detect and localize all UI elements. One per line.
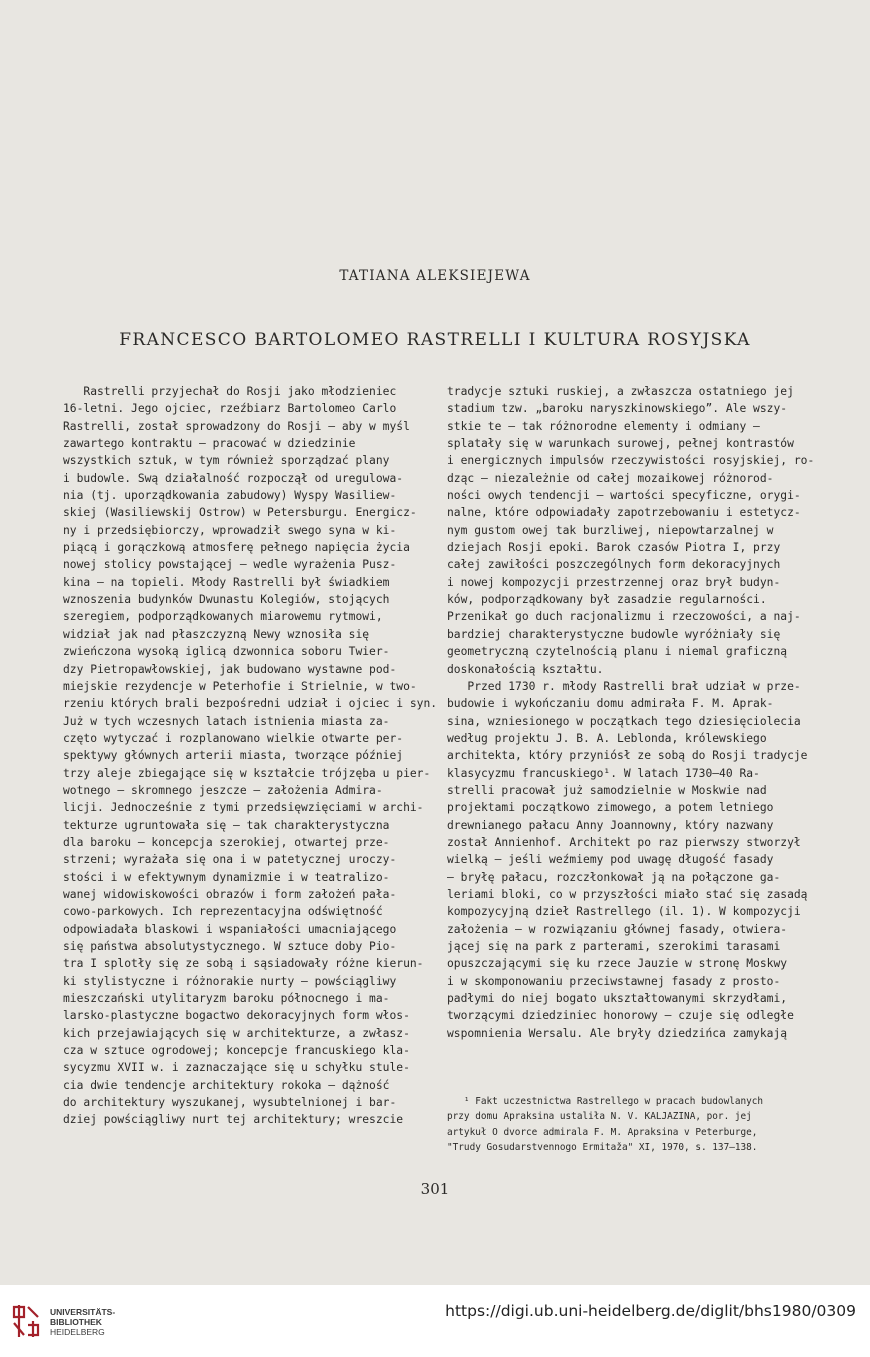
text-line: szeregiem, podporządkowanych miarowemu rytmowi,: [63, 610, 383, 624]
text-line: drewnianego pałacu Anny Joannowny, który nazwany: [447, 818, 774, 832]
text-line: widział jak nad płaszczyzną Newy wznosiła się: [63, 627, 370, 641]
text-line: miejskie rezydencje w Peterhofie i Strielnie, w two-: [63, 679, 417, 693]
text-line: wielką — jeśli weźmiemy pod uwagę długość fasady: [447, 853, 774, 867]
text-line: i nowej kompozycji przestrzennej oraz brył budyn-: [447, 575, 781, 589]
text-line: architekta, który przyniósł ze sobą do Rosji tradycje: [447, 749, 808, 763]
text-line: się państwa absolutystycznego. W sztuce doby Pio-: [63, 940, 397, 953]
text-line: Rastrelli przyjechał do Rosji jako młodzieniec: [63, 385, 397, 398]
text-line: spektywy głównych arterii miasta, tworzące później: [63, 749, 404, 763]
text-line: według projektu J. B. A. Leblonda, królewskiego: [447, 731, 767, 745]
text-line: nowej stolicy powstającej — wedle wyrażenia Pusz-: [63, 558, 397, 572]
page-number: 301: [420, 1180, 450, 1198]
footnote-line: artykuł O dvorce admirala F. M. Apraksina v Peterburge,: [447, 1126, 758, 1138]
article-title: FRANCESCO BARTOLOMEO RASTRELLI I KULTURA ROSYJSKA: [119, 330, 751, 350]
text-line: Przenikał go duch racjonalizmu i rzeczowości, a naj-: [447, 610, 801, 624]
text-line: geometryczną czytelnością planu i niemal graficzną: [447, 645, 788, 659]
text-line: dząc — niezależnie od całej mozaikowej różnorod-: [447, 471, 774, 485]
article-author: TATIANA ALEKSIEJEWA: [339, 268, 531, 284]
text-line: tra I splotły się ze sobą i sąsiadowały różne kierun-: [63, 957, 424, 971]
text-line: tworzącymi dziedziniec honorowy — czuje się odległe: [447, 1009, 794, 1023]
text-line: został Annienhof. Architekt po raz pierwszy stworzył: [447, 835, 801, 849]
text-line: kina — na topieli. Młody Rastrelli był świadkiem: [63, 575, 390, 589]
text-line: strzeni; wyrażała się ona i w patetycznej uroczy-: [63, 853, 397, 867]
text-line: mieszczański utylitaryzm baroku północnego i ma-: [63, 992, 390, 1006]
text-line: piącą i gorączkową atmosferę pełnego napięcia życia: [63, 541, 410, 555]
text-line: kompozycyjną dzieł Rastrellego (il. 1). W kompozycji: [447, 905, 801, 919]
text-line: założenia — w rozwiązaniu głównej fasady, otwiera-: [447, 922, 788, 936]
text-line: stości i w efektywnym dynamizmie i w teatralizo-: [63, 870, 390, 884]
text-line: ny i przedsiębiorczy, wprowadził swego syna w ki-: [63, 523, 397, 537]
text-line: stadium tzw. „baroku naryszkinowskiego”. Ale wszy-: [447, 402, 788, 416]
text-line: strelli pracował już samodzielnie w Moskwie nad: [447, 783, 767, 797]
text-line: całej zawiłości poszczególnych form dekoracyjnych: [447, 558, 781, 572]
text-line: nym gustom owej tak burzliwej, niepowtarzalnej w: [447, 523, 774, 537]
text-line: dzy Pietropawłowskiej, jak budowano wystawne pod-: [63, 662, 397, 676]
text-line: zawartego kontraktu — pracować w dziedzinie: [63, 437, 356, 451]
text-line: wszystkich sztuk, w tym również sporządzać plany: [63, 454, 390, 468]
library-name: [50, 1307, 115, 1337]
library-name-line2: BIBLIOTHEK: [50, 1317, 102, 1327]
text-line: ki stylistyczne i różnorakie nurty — powściągliwy: [63, 974, 397, 988]
text-line: splatały się w warunkach surowej, pełnej kontrastów: [447, 437, 794, 451]
footnote-line: ¹ Fakt uczestnictwa Rastrellego w pracach budowlanych: [447, 1096, 764, 1107]
text-line: cia dwie tendencje architektury rokoka — dążność: [63, 1078, 390, 1092]
text-line: wotnego — skromnego jeszcze — założenia Admira-: [63, 783, 383, 797]
text-line: doskonałością kształtu.: [447, 662, 604, 676]
text-line: dziejach Rosji epoki. Barok czasów Piotra I, przy: [447, 541, 781, 555]
text-line: nia (tj. uporządkowania zabudowy) Wyspy Wasiliew-: [63, 489, 397, 503]
text-line: i w skomponowaniu przeciwstawnej fasady z prosto-: [447, 974, 781, 988]
text-line: larsko-plastyczne bogactwo dekoracyjnych form włos-: [63, 1009, 410, 1023]
text-line: — bryłę pałacu, rozczłonkował ją na połączone ga-: [447, 870, 781, 884]
library-logo-icon: [10, 1303, 42, 1339]
text-line: sina, wzniesionego w początkach tego dziesięciolecia: [447, 714, 801, 728]
text-line: do architektury wyszukanej, wysubtelnionej i bar-: [63, 1096, 397, 1110]
text-line: jącej się na park z parterami, szerokimi tarasami: [447, 940, 781, 953]
text-line: projektami początkowo zimowego, a potem letniego: [447, 801, 774, 815]
text-line: cowo-parkowych. Ich reprezentacyjna odświętność: [63, 905, 383, 919]
text-line: Przed 1730 r. młody Rastrelli brał udział w prze-: [447, 679, 801, 693]
text-line: budowie i wykończaniu domu admirała F. M. Aprak-: [447, 697, 774, 711]
text-line: kich przejawiających się w architekturze, a zwłasz-: [63, 1026, 410, 1040]
footnote-line: przy domu Apraksina ustaliła N. V. KALJAZINA, por. jej: [447, 1111, 752, 1123]
text-line: Już w tych wczesnych latach istnienia miasta za-: [63, 714, 390, 728]
text-line: rzeniu których brali bezpośredni udział i ojciec i syn.: [63, 697, 438, 711]
text-line: leriami bloki, co w przyszłości miało stać się zasadą: [447, 887, 808, 901]
text-line: opuszczającymi się ku rzece Jauzie w stronę Moskwy: [447, 957, 788, 971]
text-line: i energicznych impulsów rzeczywistości rosyjskiej, ro-: [447, 454, 815, 468]
text-line: częto wytyczać i rozplanowano wielkie otwarte per-: [63, 731, 404, 745]
library-name-line1: UNIVERSITÄTS-: [50, 1307, 116, 1317]
left-column: [63, 383, 438, 1129]
text-line: odpowiadała blaskowi i wspaniałości umacniającego: [63, 922, 397, 936]
text-line: licji. Jednocześnie z tymi przedsięwzięciami w archi-: [63, 801, 424, 815]
text-line: wspomnienia Wersalu. Ale bryły dziedzińca zamykają: [447, 1026, 788, 1040]
text-line: i budowle. Swą działalność rozpoczął od uregulowa-: [63, 471, 404, 485]
text-line: ności owych tendencji — wartości specyficzne, orygi-: [447, 489, 801, 503]
library-name-line3: HEIDELBERG: [50, 1327, 105, 1337]
text-line: 16-letni. Jego ojciec, rzeźbiarz Bartolomeo Carlo: [63, 402, 397, 416]
text-line: cza w sztuce ogrodowej; koncepcje francuskiego kla-: [63, 1044, 410, 1058]
text-line: trzy aleje zbiegające się w kształcie trójzęba u pier-: [63, 766, 431, 780]
text-line: Rastrelli, został sprowadzony do Rosji — aby w myśl: [63, 419, 410, 433]
footnote: [447, 1094, 839, 1155]
permalink-url[interactable]: https://digi.ub.uni-heidelberg.de/diglit/bhs1980/0309: [445, 1302, 856, 1320]
text-line: tradycje sztuki ruskiej, a zwłaszcza ostatniego jej: [447, 385, 794, 398]
text-line: dziej powściągliwy nurt tej architektury; wreszcie: [63, 1113, 404, 1127]
text-line: padłymi do niej bogato ukształtowanymi skrzydłami,: [447, 992, 788, 1006]
text-line: tekturze ugruntowała się — tak charakterystyczna: [63, 818, 390, 832]
text-line: dla baroku — koncepcja szerokiej, otwartej prze-: [63, 835, 390, 849]
text-line: nalne, które odpowiadały zapotrzebowaniu i estetycz-: [447, 506, 801, 520]
text-line: wznoszenia budynków Dwunastu Kolegiów, stojących: [63, 593, 390, 607]
text-line: zwieńczona wysoką iglicą dzwonnica soboru Twier-: [63, 645, 390, 659]
text-line: bardziej charakterystyczne budowle wyróżniały się: [447, 627, 781, 641]
text-line: klasycyzmu francuskiego¹. W latach 1730—40 Ra-: [447, 766, 760, 780]
text-line: stkie te — tak różnorodne elementy i odmiany —: [447, 419, 760, 433]
right-column: [447, 383, 822, 1042]
viewer-footer: [0, 1285, 870, 1357]
text-line: ków, podporządkowany był zasadzie regularności.: [447, 593, 767, 607]
text-line: wanej widowiskowości obrazów i form założeń pała-: [63, 887, 397, 901]
text-line: skiej (Wasiliewskij Ostrow) w Petersburgu. Energicz-: [63, 506, 417, 520]
text-line: sycyzmu XVII w. i zaznaczające się u schyłku stule-: [63, 1061, 410, 1075]
footnote-line: "Trudy Gosudarstvennogo Ermitaža" XI, 1970, s. 137—138.: [447, 1141, 758, 1153]
